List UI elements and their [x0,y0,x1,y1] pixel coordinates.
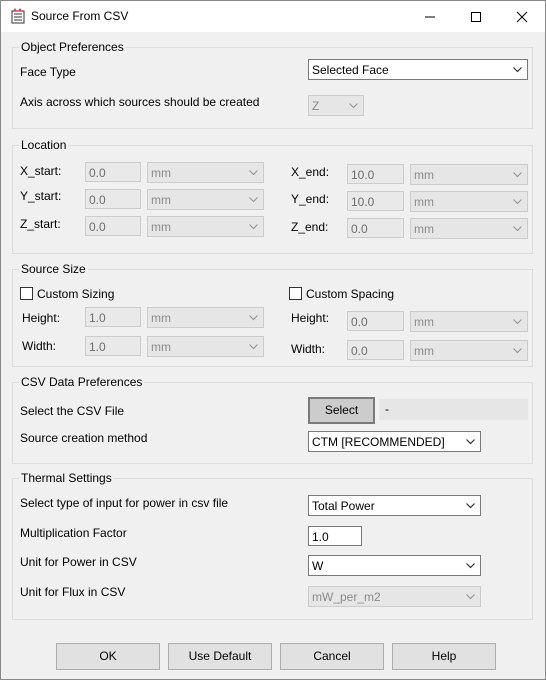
z-start-value: 0.0 [89,220,106,234]
chevron-down-icon [513,67,522,73]
x-start-value: 0.0 [89,166,106,180]
custom-sizing-checkbox[interactable] [20,287,33,300]
chevron-down-icon [249,170,258,176]
axis-dropdown[interactable] [308,95,364,116]
axis-label: Axis across which sources should be created [20,95,260,109]
custom-sizing-label[interactable]: Custom Sizing [37,287,115,301]
width-label: Width: [22,339,57,353]
z-end-value: 0.0 [351,222,368,236]
flux-unit-dropdown[interactable] [308,586,481,607]
chevron-down-icon [249,197,258,203]
method-dropdown[interactable] [308,431,481,452]
chevron-down-icon [466,594,475,600]
z-start-unit-dropdown[interactable] [147,216,264,237]
minimize-button[interactable] [407,1,453,32]
minimize-icon [424,11,436,23]
width-value: 1.0 [89,340,106,354]
unit-value: mm [414,315,434,329]
chevron-down-icon [349,103,358,109]
unit-value: mm [151,311,171,325]
y-end-label: Y_end: [291,192,330,206]
file-path-display [379,399,528,420]
x-end-unit-dropdown[interactable] [410,164,528,185]
group-title: Thermal Settings [21,471,112,485]
select-file-button[interactable]: Select [308,397,375,424]
width-input[interactable] [85,336,141,356]
y-end-input[interactable] [347,191,404,211]
use-default-button[interactable]: Use Default [168,643,272,670]
x-start-unit-dropdown[interactable] [147,162,264,183]
unit-value: mm [151,220,171,234]
chevron-down-icon [513,199,522,205]
spacing-height-label: Height: [291,311,330,325]
face-type-value: Selected Face [312,63,389,77]
y-start-unit-dropdown[interactable] [147,189,264,210]
cancel-button[interactable]: Cancel [280,643,384,670]
unit-value: mm [414,222,434,236]
y-start-label: Y_start: [20,189,62,203]
x-start-input[interactable] [85,162,141,182]
height-unit-dropdown[interactable] [147,307,264,328]
group-title: CSV Data Preferences [21,375,143,389]
unit-value: mm [151,340,171,354]
maximize-button[interactable] [453,1,499,32]
z-end-label: Z_end: [291,220,329,234]
chevron-down-icon [249,315,258,321]
custom-spacing-label[interactable]: Custom Spacing [306,287,395,301]
chevron-down-icon [249,224,258,230]
z-start-label: Z_start: [20,217,61,231]
spacing-height-input[interactable] [347,311,404,331]
custom-spacing-checkbox[interactable] [289,287,302,300]
height-value: 1.0 [89,311,106,325]
close-button[interactable] [499,1,545,32]
unit-value: mm [414,344,434,358]
y-end-unit-dropdown[interactable] [410,191,528,212]
chevron-down-icon [513,319,522,325]
z-end-input[interactable] [347,218,404,238]
y-start-value: 0.0 [89,193,106,207]
multiplication-value: 1.0 [312,530,329,544]
flux-unit-value: mW_per_m2 [312,590,381,604]
spacing-width-input[interactable] [347,340,404,360]
flux-unit-label: Unit for Flux in CSV [20,585,126,599]
height-input[interactable] [85,307,141,327]
group-title: Source Size [21,262,86,276]
multiplication-input[interactable] [308,526,362,546]
chevron-down-icon [466,439,475,445]
title-bar[interactable] [1,1,545,32]
width-unit-dropdown[interactable] [147,336,264,357]
method-value: CTM [RECOMMENDED] [312,435,445,449]
axis-value: Z [312,99,320,113]
multiplication-label: Multiplication Factor [20,526,127,540]
chevron-down-icon [513,226,522,232]
input-type-value: Total Power [312,499,375,513]
y-start-input[interactable] [85,189,141,209]
chevron-down-icon [513,348,522,354]
spacing-width-label: Width: [291,342,326,356]
group-title: Location [21,138,67,152]
help-button[interactable]: Help [392,643,496,670]
app-icon [11,8,25,24]
chevron-down-icon [466,503,475,509]
spacing-height-value: 0.0 [351,315,368,329]
face-type-label: Face Type [20,65,76,79]
chevron-down-icon [513,172,522,178]
method-label: Source creation method [20,431,148,445]
x-end-label: X_end: [291,165,330,179]
y-end-value: 10.0 [351,195,375,209]
input-type-dropdown[interactable] [308,495,481,516]
height-label: Height: [22,311,61,325]
group-title: Object Preferences [21,40,124,54]
maximize-icon [470,11,482,23]
chevron-down-icon [249,344,258,350]
chevron-down-icon [466,563,475,569]
z-start-input[interactable] [85,216,141,236]
x-end-input[interactable] [347,164,404,184]
spacing-width-unit-dropdown[interactable] [410,340,528,361]
power-unit-dropdown[interactable] [308,555,481,576]
spacing-height-unit-dropdown[interactable] [410,311,528,332]
select-file-label: Select the CSV File [20,404,125,418]
unit-value: mm [414,195,434,209]
x-start-label: X_start: [20,164,62,178]
file-path-value: - [385,402,389,416]
spacing-width-value: 0.0 [351,344,368,358]
z-end-unit-dropdown[interactable] [410,218,528,239]
input-type-label: Select type of input for power in csv file [20,496,229,510]
close-icon [516,11,528,23]
window-title: Source From CSV [31,9,129,23]
power-unit-value: W [312,559,324,573]
unit-value: mm [151,166,171,180]
x-end-value: 10.0 [351,168,375,182]
face-type-dropdown[interactable] [308,59,528,80]
power-unit-label: Unit for Power in CSV [20,555,137,569]
ok-button[interactable]: OK [56,643,160,670]
unit-value: mm [151,193,171,207]
unit-value: mm [414,168,434,182]
